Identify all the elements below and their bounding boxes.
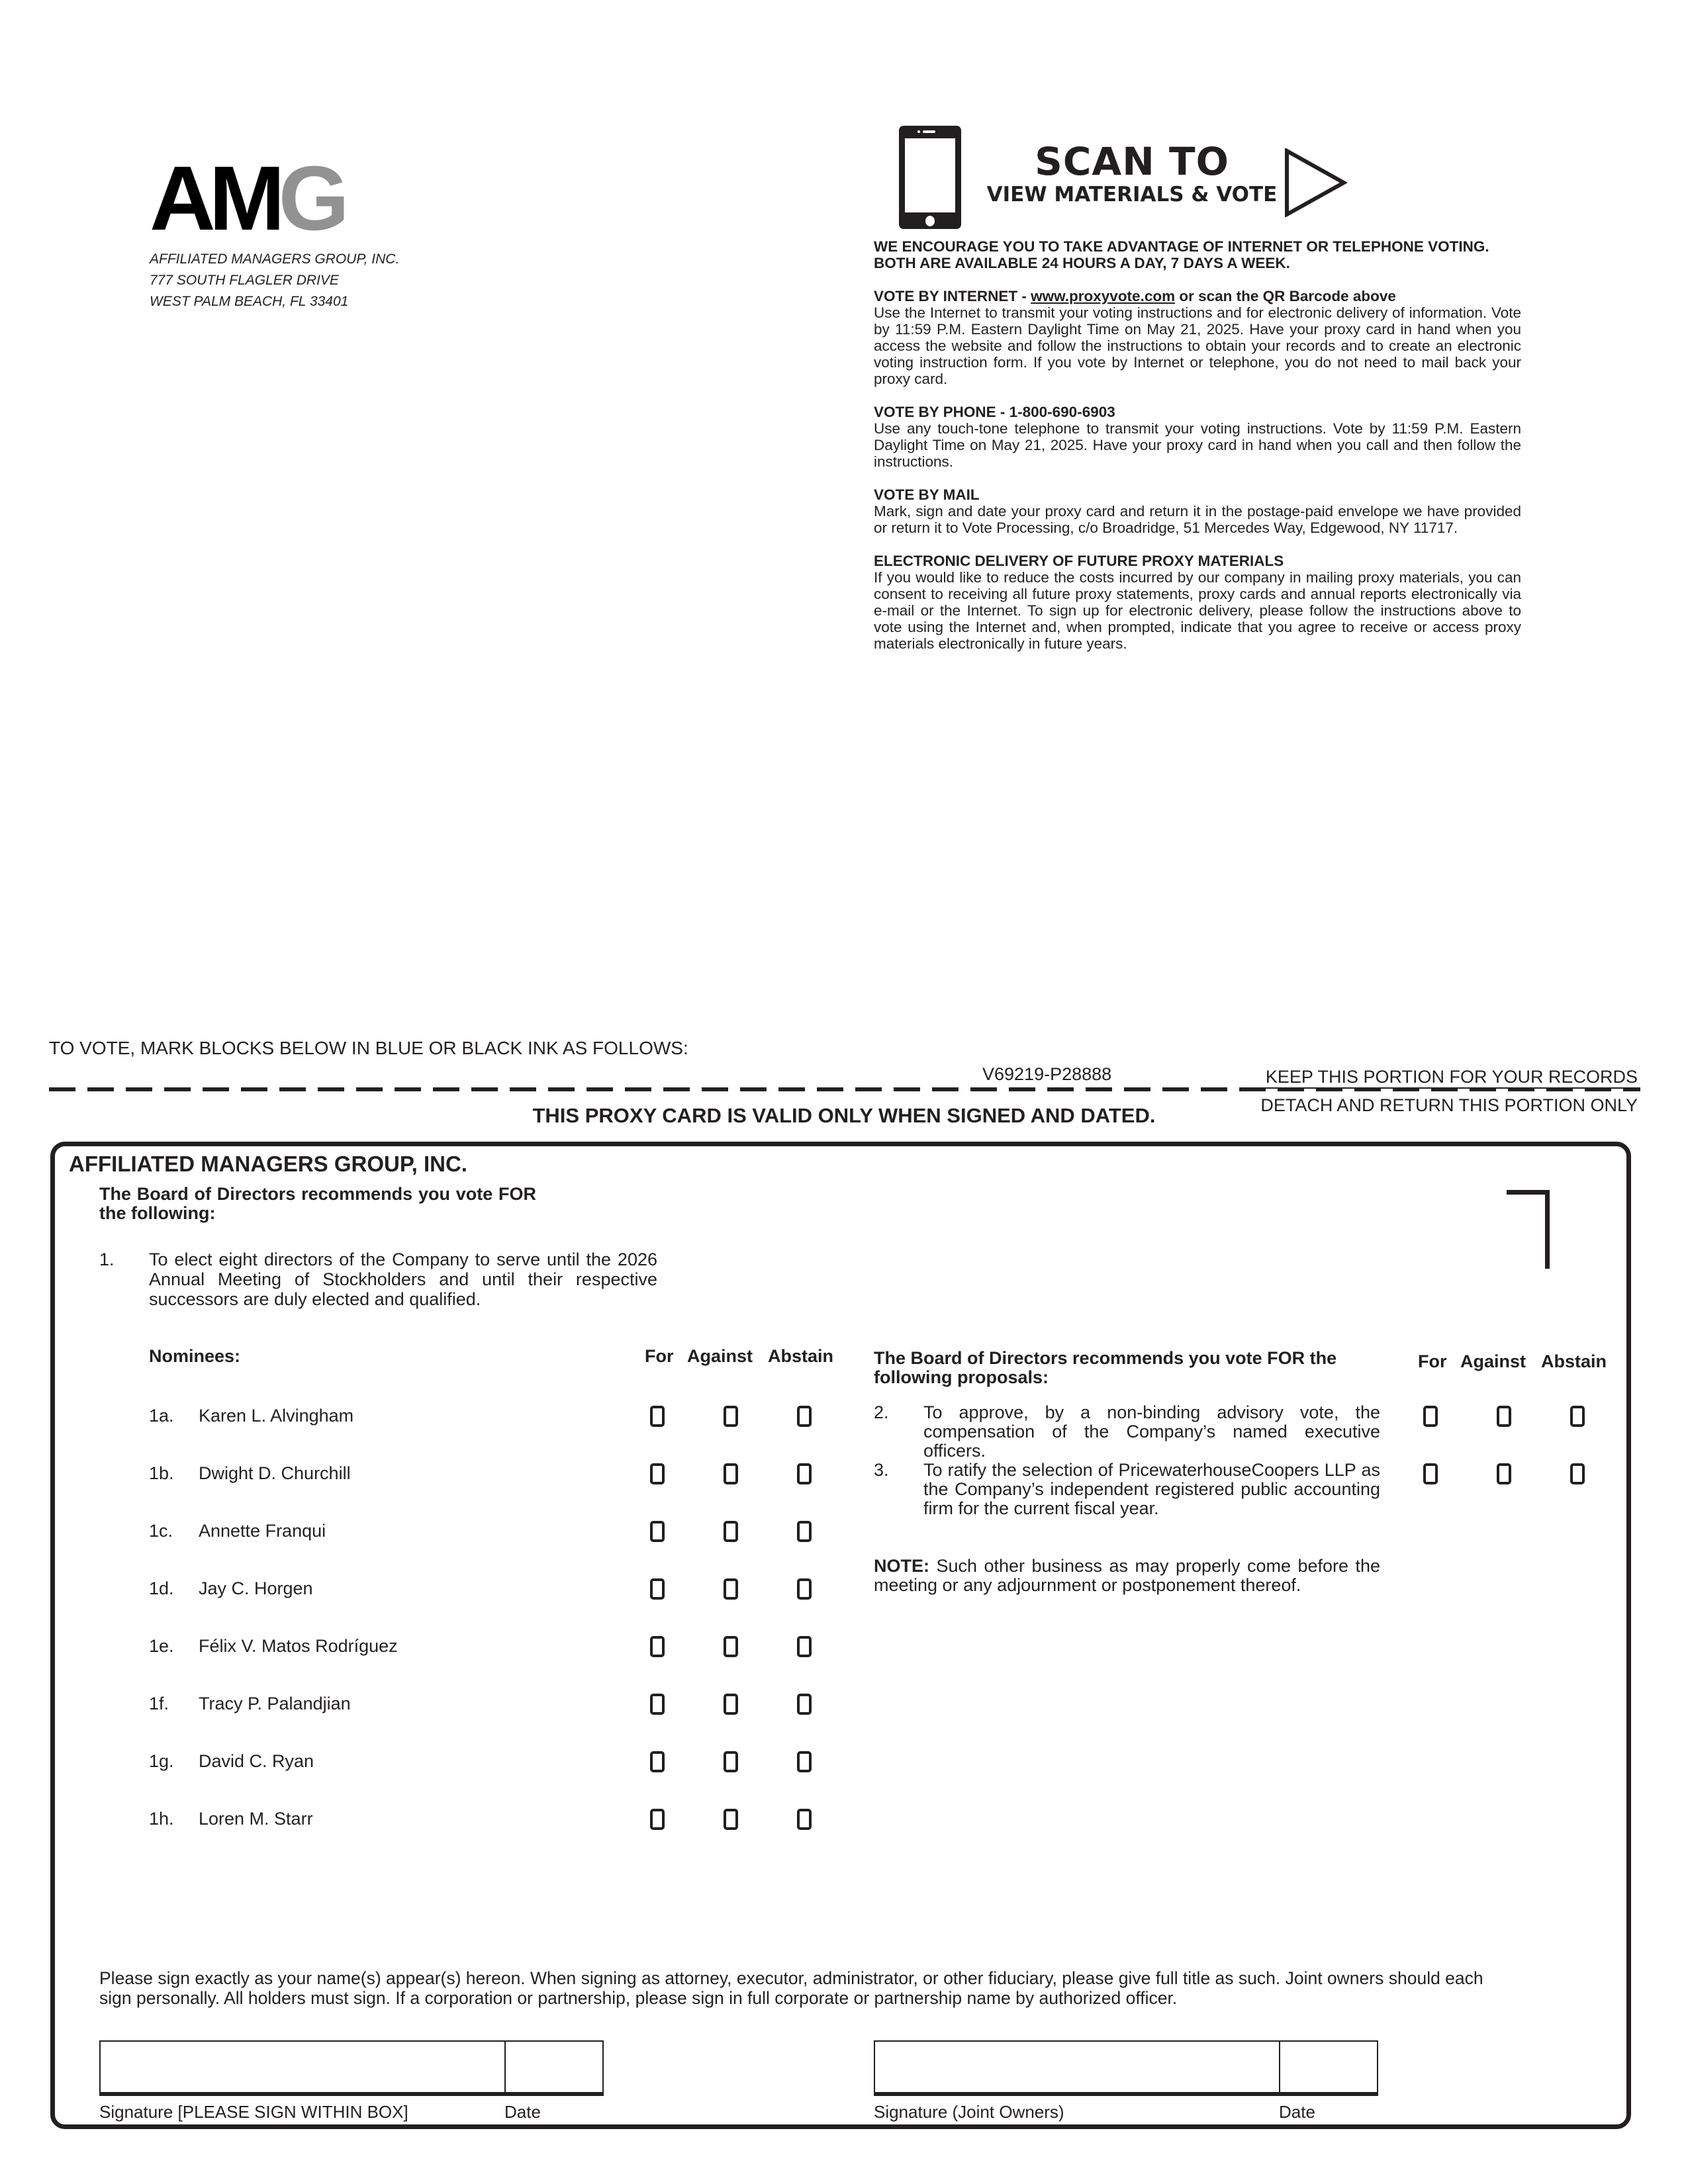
checkbox-1a-for[interactable] [650,1406,665,1427]
scan-title: SCAN TO [1035,139,1229,184]
nominee-row [149,1751,314,1772]
checkbox-3-abstain[interactable] [1570,1463,1585,1484]
nominee-name: Karen L. Alvingham [199,1406,354,1426]
nominee-row [149,1694,351,1714]
column-for-right: For [1418,1351,1447,1371]
joint-signature-label: Signature (Joint Owners) [874,2102,1064,2122]
checkbox-1f-abstain[interactable] [797,1694,812,1715]
logo-g: G [278,148,343,250]
proposal-number: 3. [874,1460,889,1480]
joint-date-box[interactable] [1279,2040,1378,2096]
smartphone-icon [898,124,962,230]
checkbox-1a-abstain[interactable] [797,1406,812,1427]
proposal-text: To approve, by a non-binding advisory vote, the compensation of the Company’s named executive officers. [923,1402,1380,1461]
signing-instructions: Please sign exactly as your name(s) appear(s) hereon. When signing as attorney, executor, administrator, or other fiduciary, please give full title as such. Joint owners should each sign personally. All holders must sign. If a corporation or partnership, please sign in full corporate or partnership name by authorized officer. [99,1968,1483,2008]
mail-title: VOTE BY MAIL [874,486,980,503]
detach-return-label: DETACH AND RETURN THIS PORTION ONLY [1260,1095,1638,1115]
checkbox-1g-against[interactable] [724,1751,738,1772]
address-line: 777 SOUTH FLAGLER DRIVE [150,273,339,288]
nominee-row [149,1463,351,1484]
checkbox-1d-for[interactable] [650,1578,665,1600]
checkbox-1e-abstain[interactable] [797,1636,812,1657]
nominee-code: 1a. [149,1406,174,1426]
internet-title [874,288,1396,304]
nominee-name: Jay C. Horgen [199,1578,313,1598]
checkbox-1e-against[interactable] [724,1636,738,1657]
internet-body: Use the Internet to transmit your voting instructions and for electronic delivery of information. Vote by 11:59 P.M. Eastern Daylight Time on May 21, 2025. Have your proxy card in hand when you access the website and follow the instructions to obtain your records and to create an electronic voting instruction form. If you vote by Internet or telephone, you do not need to mail back your proxy card. [874,304,1521,387]
nominee-code: 1f. [149,1694,169,1713]
nominee-name: David C. Ryan [199,1751,314,1771]
joint-signature-box[interactable] [874,2040,1280,2096]
checkbox-1c-against[interactable] [724,1521,738,1542]
date-label: Date [504,2102,541,2122]
column-against: Against [687,1346,753,1366]
mail-body: Mark, sign and date your proxy card and return it in the postage-paid envelope we have provided or return it to Vote Processing, c/o Broadridge, 51 Mercedes Way, Edgewood, NY 11717. [874,503,1521,536]
checkbox-1b-for[interactable] [650,1463,665,1484]
nominee-row [149,1578,313,1599]
checkbox-1f-for[interactable] [650,1694,665,1715]
nominee-code: 1b. [149,1463,174,1483]
checkbox-2-against[interactable] [1497,1406,1511,1427]
proposal-text: To ratify the selection of PricewaterhouseCoopers LLP as the Company’s independent registered public accounting firm for the current fiscal year. [923,1460,1380,1518]
checkbox-2-for[interactable] [1423,1406,1438,1427]
checkbox-1b-abstain[interactable] [797,1463,812,1484]
voting-instructions [874,238,1521,668]
nominee-code: 1g. [149,1751,174,1771]
checkbox-1g-for[interactable] [650,1751,665,1772]
nominee-row [149,1406,353,1426]
encourage-line: WE ENCOURAGE YOU TO TAKE ADVANTAGE OF INTERNET OR TELEPHONE VOTING. [874,238,1489,255]
registration-corner-mark [1507,1190,1550,1269]
proposal-number: 2. [874,1402,889,1422]
checkbox-3-for[interactable] [1423,1463,1438,1484]
checkbox-3-against[interactable] [1497,1463,1511,1484]
proxyvote-link[interactable]: www.proxyvote.com [1031,288,1176,304]
internet-title-prefix: VOTE BY INTERNET - [874,288,1031,304]
electronic-body: If you would like to reduce the costs incurred by our company in mailing proxy materials, you can consent to receiving all future proxy statements, proxy cards and annual reports electronically via e-mail or the Internet. To sign up for electronic delivery, please follow the instructions above to vote using the Internet and, when prompted, indicate that you agree to receive or access proxy materials electronically in future years. [874,569,1521,652]
nominees-label: Nominees: [149,1346,241,1366]
date-box[interactable] [504,2040,604,2096]
internet-title-suffix: or scan the QR Barcode above [1175,288,1396,304]
nominee-name: Félix V. Matos Rodríguez [199,1636,398,1656]
signature-label: Signature [PLEASE SIGN WITHIN BOX] [99,2102,408,2122]
column-abstain-right: Abstain [1541,1351,1607,1371]
nominee-code: 1e. [149,1636,174,1656]
nominee-name: Tracy P. Palandjian [199,1694,351,1713]
column-against-right: Against [1460,1351,1526,1371]
column-abstain: Abstain [768,1346,834,1366]
checkbox-2-abstain[interactable] [1570,1406,1585,1427]
signature-box[interactable] [99,2040,506,2096]
nominee-name: Dwight D. Churchill [199,1463,351,1483]
electronic-delivery-section [874,553,1521,652]
logo-am: AM [150,148,279,250]
valid-when-signed-notice: THIS PROXY CARD IS VALID ONLY WHEN SIGNED AND DATED. [532,1104,1156,1127]
proposal-text: To elect eight directors of the Company to serve until the 2026 Annual Meeting of Stockholders and until their respective successors are duly elected and qualified. [149,1250,657,1309]
board-recommendation-2: The Board of Directors recommends you vote FOR the following proposals: [874,1348,1337,1387]
phone-body: Use any touch-tone telephone to transmit your voting instructions. Vote by 11:59 P.M. Eastern Daylight Time on May 21, 2025. Have your proxy card in hand when you call and then follow the instructions. [874,420,1521,470]
vote-by-mail-section [874,486,1521,536]
checkbox-1d-abstain[interactable] [797,1578,812,1600]
vote-by-internet-section [874,288,1521,387]
nominee-name: Loren M. Starr [199,1809,313,1829]
nominee-row [149,1809,313,1829]
checkbox-1e-for[interactable] [650,1636,665,1657]
scan-subtitle: VIEW MATERIALS & VOTE [986,183,1278,206]
nominee-code: 1c. [149,1521,173,1541]
encourage-text [874,238,1521,271]
checkbox-1c-for[interactable] [650,1521,665,1542]
board-recommendation-1: The Board of Directors recommends you vote FOR the following: [99,1184,536,1223]
column-for: For [645,1346,674,1366]
checkbox-1f-against[interactable] [724,1694,738,1715]
note-text: Such other business as may properly come before the meeting or any adjournment or postponement thereof. [874,1556,1380,1595]
control-code: V69219-P28888 [982,1064,1112,1084]
checkbox-1a-against[interactable] [724,1406,738,1427]
encourage-line: BOTH ARE AVAILABLE 24 HOURS A DAY, 7 DAYS A WEEK. [874,255,1290,271]
checkbox-1b-against[interactable] [724,1463,738,1484]
address-line: WEST PALM BEACH, FL 33401 [150,294,349,309]
vote-by-phone-section [874,404,1521,470]
nominee-code: 1h. [149,1809,174,1829]
joint-date-label: Date [1279,2102,1315,2122]
checkbox-1d-against[interactable] [724,1578,738,1600]
checkbox-1c-abstain[interactable] [797,1521,812,1542]
scan-to-vote-banner [980,140,1284,206]
checkbox-1h-abstain[interactable] [797,1809,812,1830]
nominee-row [149,1521,326,1541]
proposal-number: 1. [99,1250,115,1269]
checkbox-1g-abstain[interactable] [797,1751,812,1772]
checkbox-1h-for[interactable] [650,1809,665,1830]
nominee-code: 1d. [149,1578,174,1598]
note-label: NOTE: [874,1556,929,1576]
play-arrow-icon [1284,148,1347,217]
to-vote-instruction: TO VOTE, MARK BLOCKS BELOW IN BLUE OR BLACK INK AS FOLLOWS: [49,1038,688,1058]
phone-title: VOTE BY PHONE - 1-800-690-6903 [874,404,1115,420]
checkbox-1h-against[interactable] [724,1809,738,1830]
electronic-title: ELECTRONIC DELIVERY OF FUTURE PROXY MATERIALS [874,553,1284,569]
amg-logo [150,148,368,250]
nominee-row [149,1636,398,1657]
address-line: AFFILIATED MANAGERS GROUP, INC. [150,251,400,267]
card-company-name: AFFILIATED MANAGERS GROUP, INC. [69,1152,467,1176]
other-business-note [874,1557,1380,1595]
company-address [150,249,399,312]
nominee-name: Annette Franqui [199,1521,326,1541]
keep-portion-label: KEEP THIS PORTION FOR YOUR RECORDS [1266,1067,1638,1089]
